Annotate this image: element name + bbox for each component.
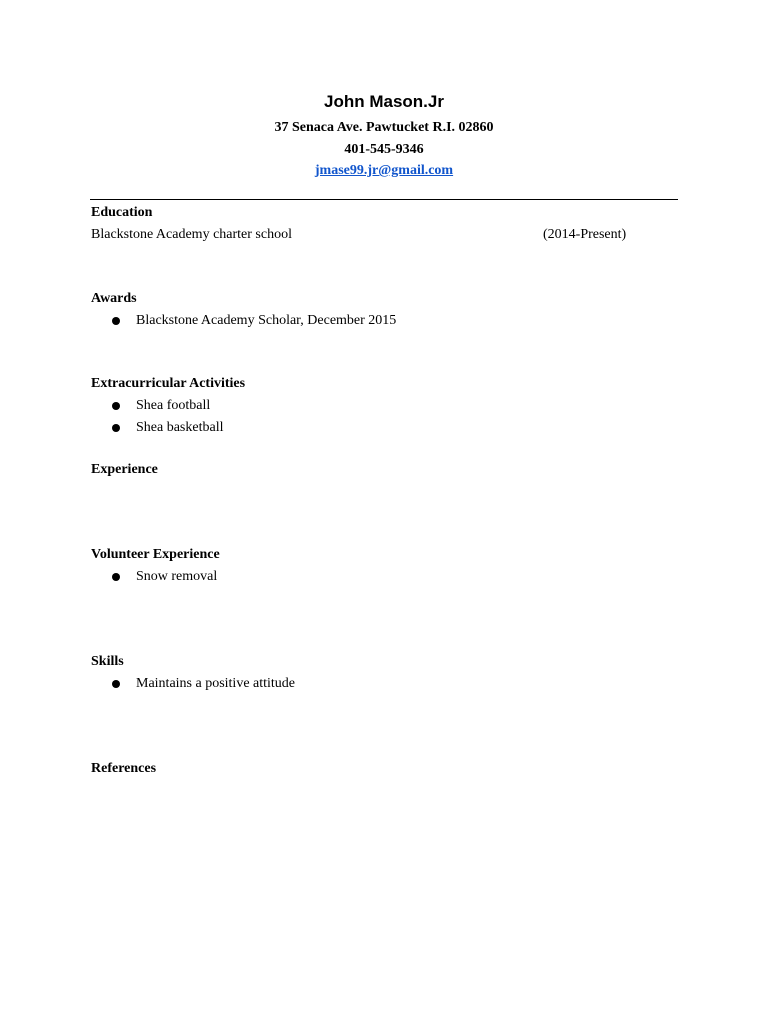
address: 37 Senaca Ave. Pawtucket R.I. 02860 — [274, 120, 494, 135]
activity-item: Shea basketball — [136, 420, 224, 435]
email-link[interactable]: jmase99.jr@gmail.com — [314, 163, 454, 178]
skills-heading: Skills — [91, 654, 124, 669]
education-dates: (2014-Present) — [543, 227, 627, 242]
extracurricular-heading: Extracurricular Activities — [91, 376, 246, 391]
education-school: Blackstone Academy charter school — [91, 227, 292, 242]
bullet-icon — [112, 317, 120, 325]
award-item: Blackstone Academy Scholar, December 2015 — [136, 313, 397, 328]
activity-item: Shea football — [136, 398, 211, 413]
bullet-icon — [112, 573, 120, 581]
bullet-icon — [112, 424, 120, 432]
awards-heading: Awards — [91, 291, 137, 306]
bullet-icon — [112, 402, 120, 410]
education-heading: Education — [91, 205, 153, 220]
resume-name: John Mason.Jr — [324, 92, 444, 111]
phone-number: 401-545-9346 — [344, 142, 424, 157]
references-heading: References — [91, 761, 157, 776]
bullet-icon — [112, 680, 120, 688]
skill-item: Maintains a positive attitude — [136, 676, 296, 691]
volunteer-heading: Volunteer Experience — [91, 547, 220, 562]
volunteer-item: Snow removal — [136, 569, 218, 584]
horizontal-divider — [90, 199, 678, 200]
experience-heading: Experience — [91, 462, 158, 477]
